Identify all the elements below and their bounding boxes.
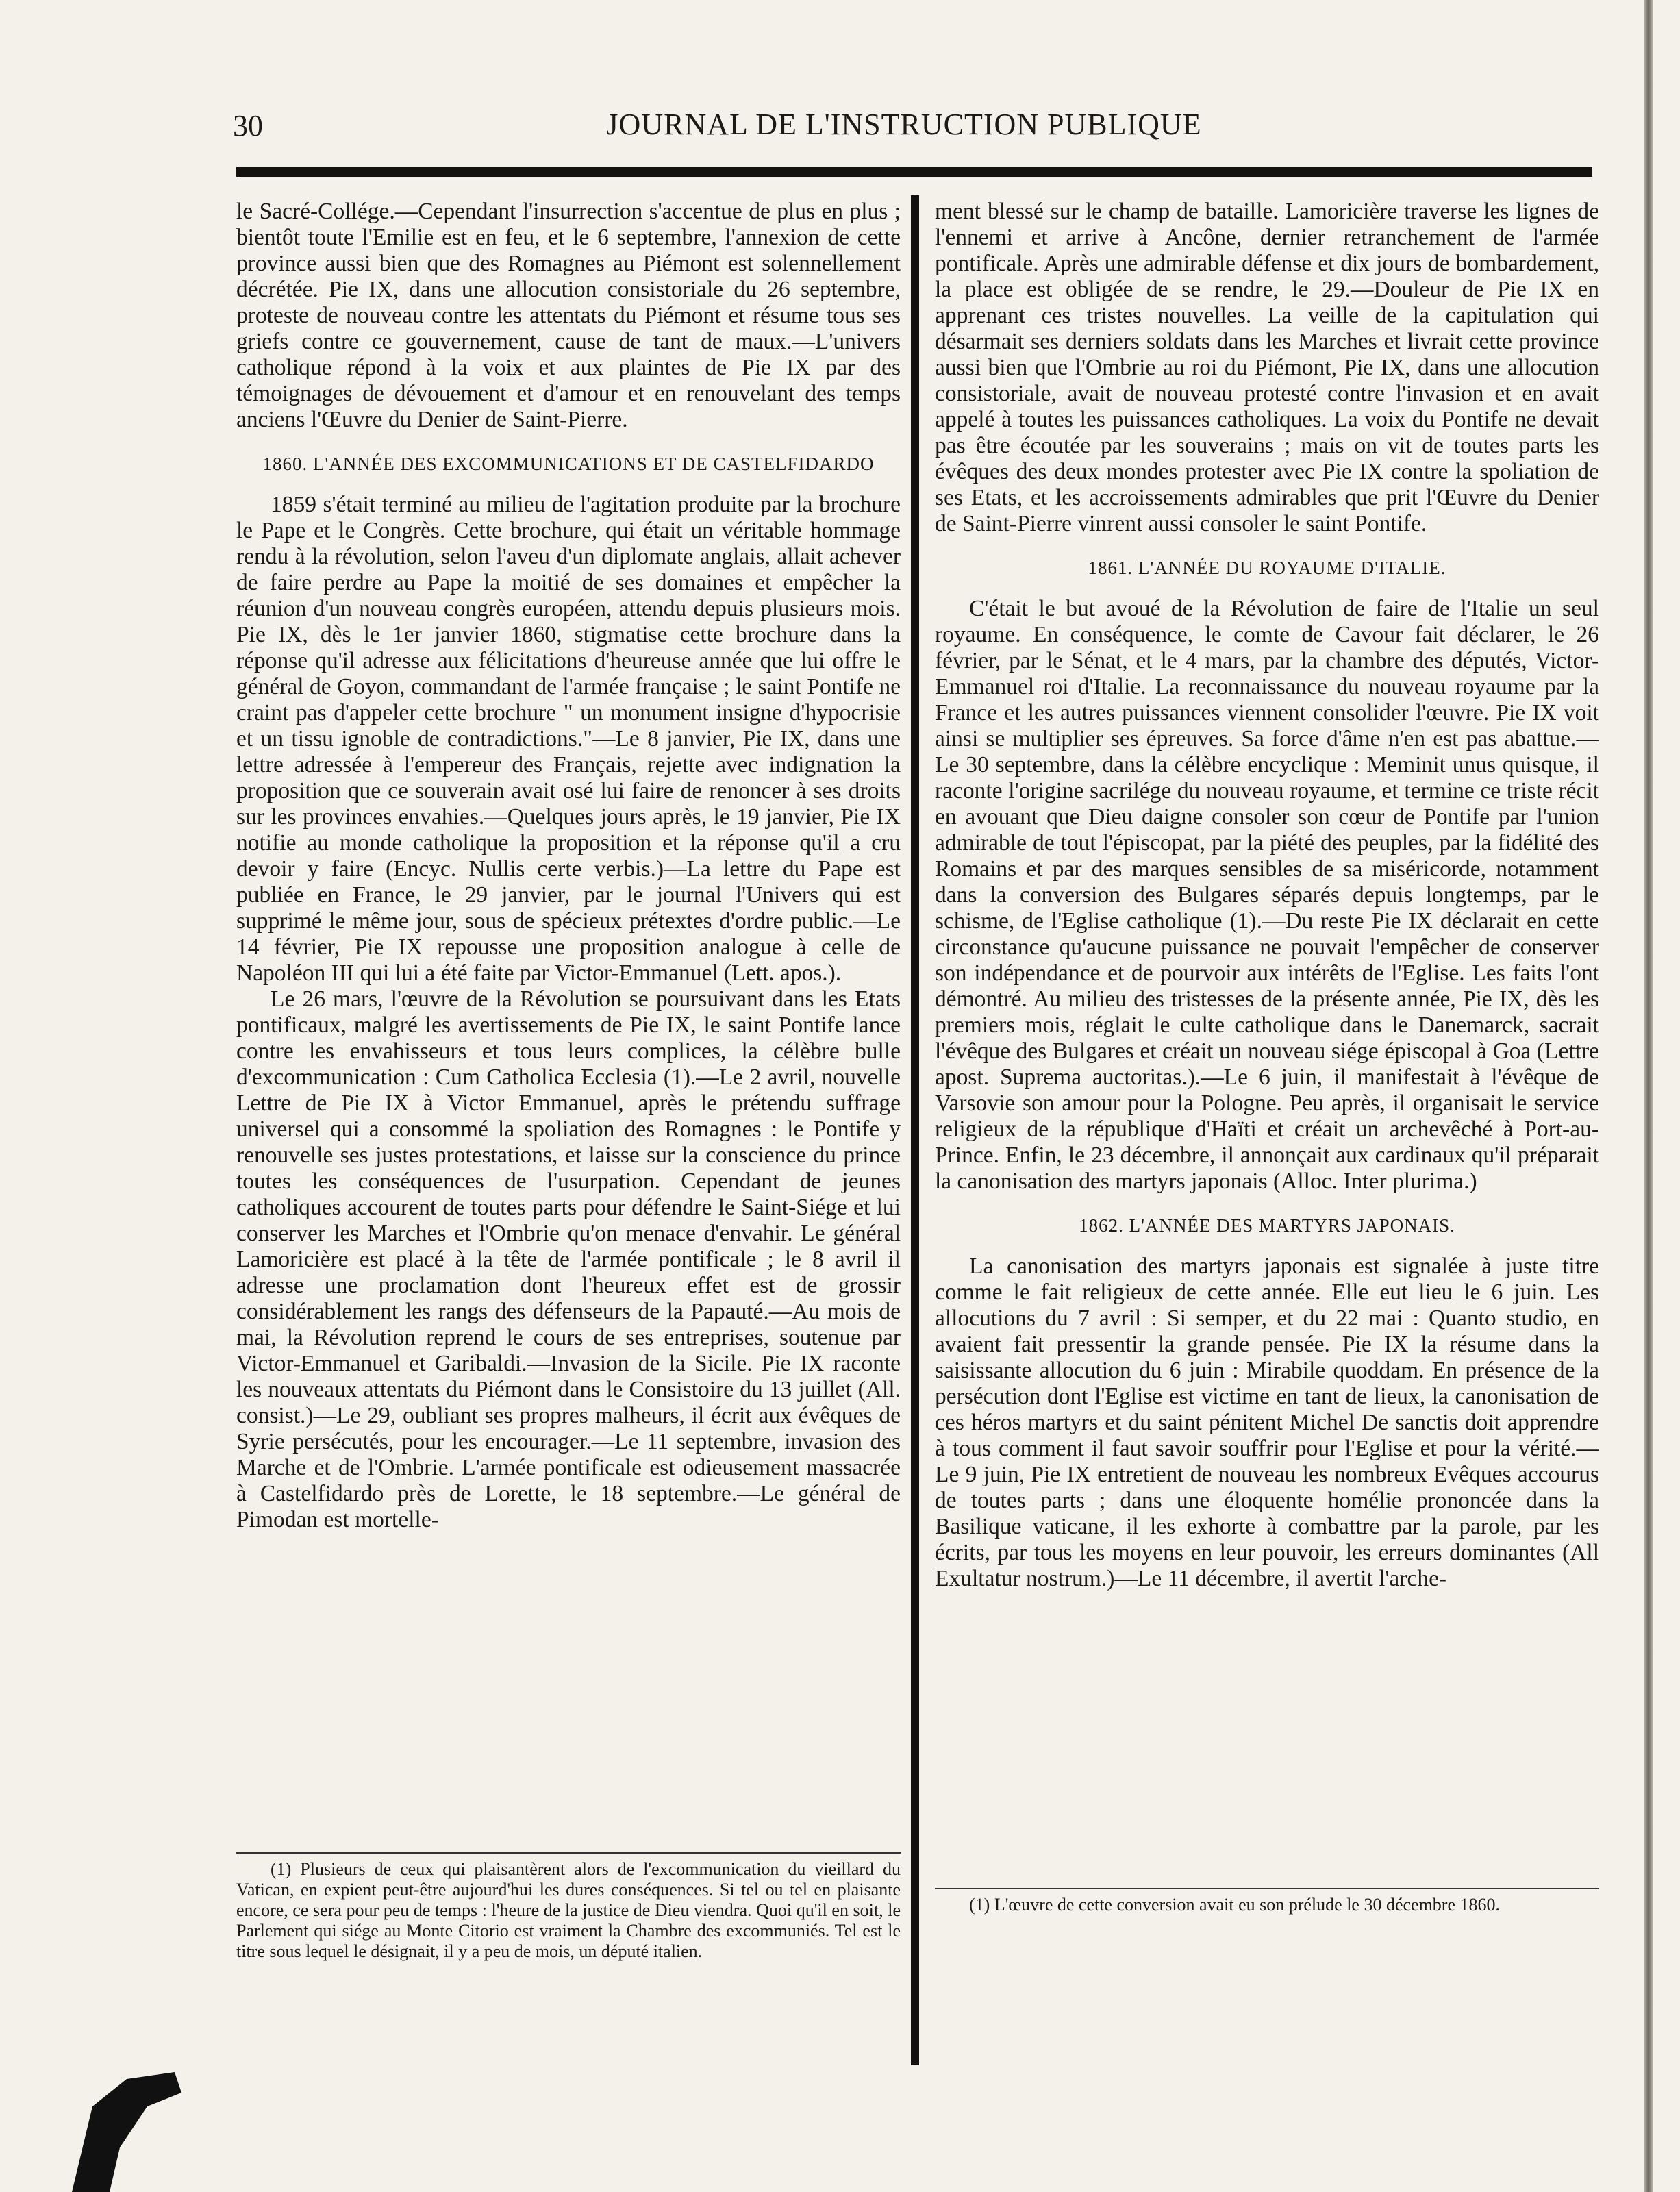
section-heading: 1860. L'ANNÉE DES EXCOMMUNICATIONS ET DE CASTELFIDARDO [262,453,875,474]
paragraph: La canonisation des martyrs japonais est signalée à juste titre comme le fait religieux de cette année. Elle eut lieu le 6 juin. Les allocutions du 7 avril : Si semper, et du 22 mai : Quanto studio, en avaient fait pressentir la grande pensée. Pie IX la résume dans la saisissante allocution du 6 juin : Mirabile quoddam. En présence de la persécution dont l'Eglise est victime en tant de lieux, la canonisation de ces héros martyrs et du saint pénitent Michel De sanctis doit apprendre à tous comment il faut savoir souffrir pour l'Eglise et pour la vérité.—Le 9 juin, Pie IX entretient de nouveau les nombreux Evêques accourus de toutes parts ; dans une éloquente homélie prononcée dans la Basilique vaticane, il les exhorte à combattre par la parole, par les écrits, par tous les moyens en leur pouvoir, les erreurs dominantes (All Exultatur nostrum.)—Le 11 décembre, il avertit l'arche- [935,1254,1599,1591]
right-column-body [935,199,1599,1885]
paragraph: C'était le but avoué de la Révolution de faire de l'Italie un seul royaume. En conséquence, le comte de Cavour fait déclarer, le 26 février, par le Sénat, et le 4 mars, par la chambre des députés, Victor-Emmanuel roi d'Italie. La reconnaissance du nouveau royaume par la France et les autres puissances viennent consolider l'œuvre. Pie IX voit ainsi se multiplier ses épreuves. Sa force d'âme n'en est pas abattue.—Le 30 septembre, dans la célèbre encyclique : Meminit unus quisque, il raconte l'origine sacrilége du nouveau royaume, et termine ce triste récit en avouant que Dieu daigne consoler son cœur de Pontife par l'union admirable de tout l'épiscopat, par la piété des peuples, par la fidélité des Romains et par des marques sensibles de sa miséricorde, notamment dans la conversion des Bulgares séparés depuis longtemps, par le schisme, de l'Eglise catholique (1).—Du reste Pie IX déclarait en cette circonstance qu'aucune puissance ne pouvait l'empêcher de conserver son indépendance et de pourvoir aux intérêts de l'Eglise. Les faits l'ont démontré. Au milieu des tristesses de la présente année, Pie IX, dès les premiers mois, réglait le culte catholique dans le Danemarck, sacrait l'évêque des Bulgares et créait un nouveau siége épiscopal à Goa (Lettre apost. Suprema auctoritas.).—Le 6 juin, il manifestait à l'évêque de Varsovie son amour pour la Pologne. Peu après, il organisait le service religieux de la république d'Haïti et créait un archevêché à Port-au-Prince. Enfin, le 23 décembre, il annonçait aux cardinaux qu'il préparait la canonisation des martyrs japonais (Alloc. Inter plurima.) [935,596,1599,1194]
page-number: 30 [233,109,263,142]
section-heading: 1861. L'ANNÉE DU ROYAUME D'ITALIE. [1088,558,1446,578]
left-column [236,199,901,2065]
paragraph: ment blessé sur le champ de bataille. Lamoricière traverse les lignes de l'ennemi et arrive à Ancône, dernier retranchement de l'armée pontificale. Après une admirable défense et dix jours de bombardement, la place est obligée de se rendre, le 29.—Douleur de Pie IX en apprenant ces tristes nouvelles. La veille de la capitulation qui désarmait ses derniers soldats dans les Marches et livrait cette province aussi bien que l'Ombrie au roi du Piémont, Pie IX, dans une allocution consistoriale, avait de nouveau protesté contre l'invasion et en avait appelé à toutes les puissances catholiques. La voix du Pontife ne devait pas être écoutée par les souverains ; mais on vit de toutes parts les évêques des deux mondes protester avec Pie IX contre la spoliation de ses Etats, et les accroissements admirables que prit l'Œuvre du Denier de Saint-Pierre vinrent aussi consoler le saint Pontife. [935,199,1599,536]
running-title: JOURNAL DE L'INSTRUCTION PUBLIQUE [606,108,1202,141]
paragraph: 1859 s'était terminé au milieu de l'agitation produite par la brochure le Pape et le Congrès. Cette brochure, qui était un véritable hommage rendu à la révolution, selon l'aveu d'un diplomate anglais, allait achever de faire perdre au Pape la moitié de ses domaines et empêcher la réunion d'un nouveau congrès européen, attendu depuis plusieurs mois. Pie IX, dès le 1er janvier 1860, stigmatise cette brochure dans la réponse qu'il adresse aux félicitations d'heureuse année que lui offre le général de Goyon, commandant de l'armée française ; le saint Pontife ne craint pas d'appeler cette brochure " un monument insigne d'hypocrisie et un tissu ignoble de contradictions."—Le 8 janvier, Pie IX, dans une lettre adressée à l'empereur des Français, rejette avec indignation la proposition que ce souverain avait osé lui faire de renoncer à ses droits sur les provinces envahies.—Quelques jours après, le 19 janvier, Pie IX notifie au monde catholique la proposition et la réponse qu'il a cru devoir y faire (Encyc. Nullis certe verbis.)—La lettre du Pape est publiée en France, le 29 janvier, par le journal l'Univers qui est supprimé le même jour, sous de spécieux prétextes d'ordre public.—Le 14 février, Pie IX repousse une proposition analogue à celle de Napoléon III qui lui a été faite par Victor-Emmanuel (Lett. apos.). [236,492,901,986]
torn-corner-shape [45,2065,181,2192]
section-heading: 1862. L'ANNÉE DES MARTYRS JAPONAIS. [1079,1215,1455,1236]
column-divider [911,195,919,2065]
paragraph: Le 26 mars, l'œuvre de la Révolution se poursuivant dans les Etats pontificaux, malgré les avertissements de Pie IX, le saint Pontife lance contre les envahisseurs et tous leurs complices, la célèbre bulle d'excommunication : Cum Catholica Ecclesia (1).—Le 2 avril, nouvelle Lettre de Pie IX à Victor Emmanuel, après le prétendu suffrage universel qui a consommé la spoliation des Romagnes : le Pontife y renouvelle ses justes protestations, et laisse sur la conscience du prince toutes les conséquences de l'usurpation. Cependant de jeunes catholiques accourent de toutes parts pour défendre le Saint-Siége et lui conserver les Marches et l'Ombrie qu'on menace d'envahir. Le général Lamoricière est placé à la tête de l'armée pontificale ; le 8 avril il adresse une proclamation dont l'heureux effet est de grossir considérablement les rangs des défenseurs de la Papauté.—Au mois de mai, la Révolution reprend le cours de ses entreprises, soutenue par Victor-Emmanuel et Garibaldi.—Invasion de la Sicile. Pie IX raconte les nouveaux attentats du Piémont dans le Consistoire du 13 juillet (All. consist.)—Le 29, oubliant ses propres malheurs, il écrit aux évêques de Syrie persécutés, pour les encourager.—Le 11 septembre, invasion des Marche et de l'Ombrie. L'armée pontificale est odieusement massacrée à Castelfidardo près de Lorette, le 18 septembre.—Le général de Pimodan est mortelle- [236,986,901,1532]
right-column [935,199,1599,2065]
left-column-body [236,199,901,1850]
footnote-rule [236,1852,901,1854]
footnote: (1) L'œuvre de cette conversion avait eu son prélude le 30 décembre 1860. [969,1895,1500,1915]
page-edge-shadow [1644,0,1653,2192]
footnote: (1) Plusieurs de ceux qui plaisantèrent alors de l'excommunication du vieillard du Vatican, en expient peut-être aujourd'hui les dures conséquences. Si tel ou tel en plaisante encore, ce sera pour peu de temps : l'heure de la justice de Dieu viendra. Quoi qu'il en soit, le Parlement qui siége au Monte Citorio est vraiment la Chambre des excommuniés. Tel est le titre sous lequel le désignait, il y a peu de mois, un député italien. [236,1859,901,1961]
page-header [233,103,1575,151]
paragraph: le Sacré-Collége.—Cependant l'insurrection s'accentue de plus en plus ; bientôt toute l'Emilie est en feu, et le 6 septembre, l'annexion de cette province aussi bien que des Romagnes au Piémont est solennellement décrétée. Pie IX, dans une allocution consistoriale du 26 septembre, proteste de nouveau contre les attentats du Piémont et résume tous ses griefs contre ce gouvernement, cause de tant de maux.—L'univers catholique répond à la voix et aux plaintes de Pie IX par des témoignages de dévouement et d'amour et en renouvelant des temps anciens l'Œuvre du Denier de Saint-Pierre. [236,199,901,432]
header-rule [236,167,1592,177]
footnote-rule [935,1888,1599,1889]
